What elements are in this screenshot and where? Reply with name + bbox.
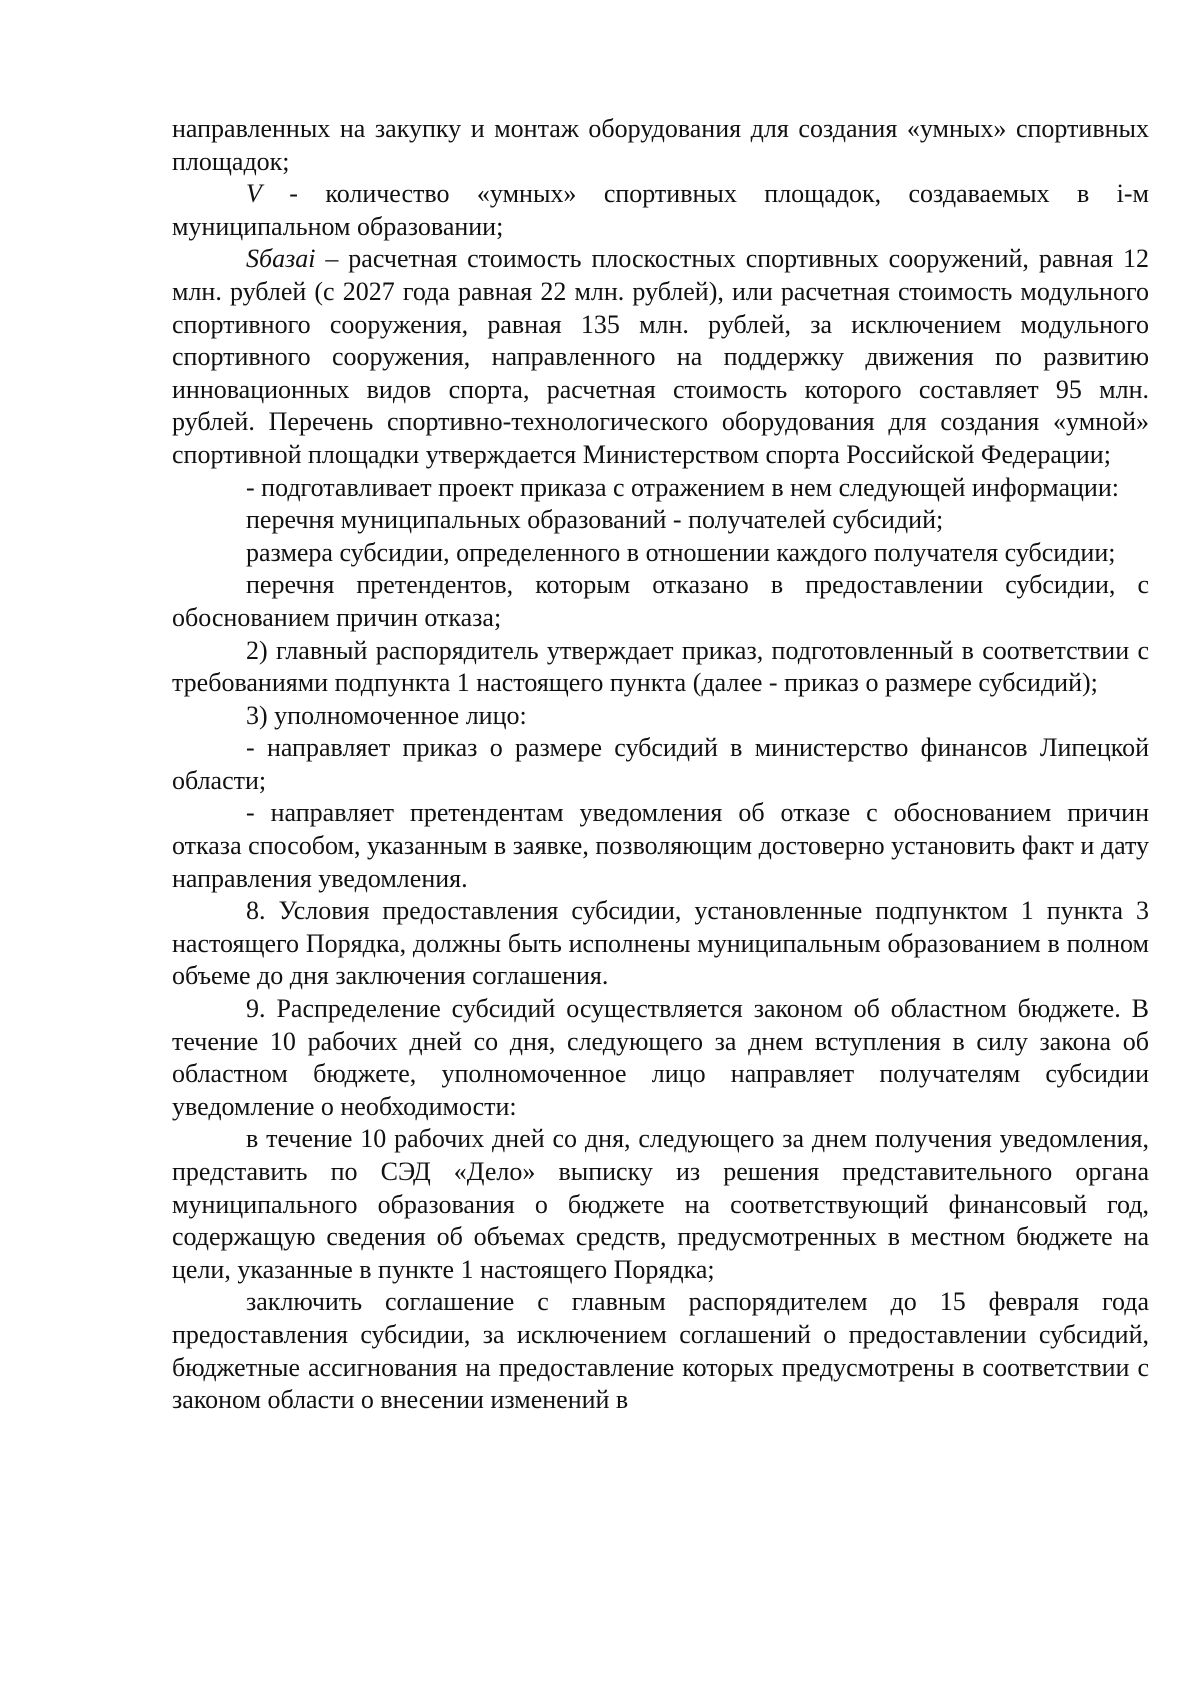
paragraph-p15 [172,1286,1149,1416]
paragraph-p13 [172,993,1149,1123]
paragraph-p6 [172,537,1149,570]
paragraph-p1 [172,113,1149,178]
paragraph-text: 9. Распределение субсидий осуществляется законом об областном бюджете. В течение 10 рабочих дней со дня, следующего за днем вступления в силу закона об областном бюджете, уполномоченное лицо направляет получателям субсидии уведомление о необходимости: [172,994,1149,1121]
paragraph-p5 [172,504,1149,537]
paragraph-text: - подготавливает проект приказа с отражением в нем следующей информации: [246,472,1119,502]
paragraph-text: направленных на закупку и монтаж оборудования для создания «умных» спортивных площадок; [172,114,1149,176]
paragraph-p8 [172,635,1149,700]
paragraph-text: размера субсидии, определенного в отношении каждого получателя субсидии; [246,537,1116,567]
paragraph-text: - направляет претендентам уведомления об отказе с обоснованием причин отказа способом, указанным в заявке, позволяющим достоверно установить факт и дату направления уведомления. [172,798,1149,893]
formula-symbol: V [246,179,262,209]
paragraph-text: – расчетная стоимость плоскостных спортивных сооружений, равная 12 млн. рублей (с 2027 года равная 22 млн. рублей), или расчетная стоимость модульного спортивного сооружения, равная 135 млн. рублей, за исключением модульного спортивного сооружения, направленного на поддержку движения по развитию инновационных видов спорта, расчетная стоимость которого составляет 95 млн. рублей. Перечень спортивно-технологического оборудования для создания «умной» спортивной площадки утверждается Министерством спорта Российской Федерации; [172,244,1149,469]
paragraph-p2 [172,178,1149,243]
paragraph-text: заключить соглашение с главным распорядителем до 15 февраля года предоставления субсидии, за исключением соглашений о предоставлении субсидий, бюджетные ассигнования на предоставление которых предусмотрены в соответствии с законом области о внесении изменений в [172,1287,1149,1415]
paragraph-p4 [172,472,1149,505]
paragraph-p7 [172,569,1149,634]
paragraph-text: в течение 10 рабочих дней со дня, следующего за днем получения уведомления, представить по СЭД «Дело» выписку из решения представительного органа муниципального образования о бюджете на соответствующий финансовый год, содержащую сведения об объемах средств, предусмотренных в местном бюджете на цели, указанные в пункте 1 настоящего Порядка; [172,1124,1149,1284]
paragraph-p11 [172,797,1149,895]
paragraph-text: - количество «умных» спортивных площадок, создаваемых в i-м муниципальном образовании; [172,179,1149,241]
formula-symbol: Sбазаi [246,244,316,274]
paragraph-text: перечня муниципальных образований - получателей субсидий; [246,505,944,535]
paragraph-p12 [172,895,1149,993]
paragraph-p3 [172,243,1149,471]
paragraph-p9 [172,700,1149,733]
paragraph-text: перечня претендентов, которым отказано в предоставлении субсидии, с обоснованием причин отказа; [172,570,1149,632]
paragraph-text: 2) главный распорядитель утверждает приказ, подготовленный в соответствии с требованиями подпункта 1 настоящего пункта (далее - приказ о размере субсидий); [172,635,1149,698]
paragraph-text: 8. Условия предоставления субсидии, установленные подпунктом 1 пункта 3 настоящего Порядка, должны быть исполнены муниципальным образованием в полном объеме до дня заключения соглашения. [172,896,1149,991]
document-body [172,113,1149,1417]
paragraph-text: - направляет приказ о размере субсидий в министерство финансов Липецкой области; [172,733,1149,795]
paragraph-text: 3) уполномоченное лицо: [246,700,527,730]
paragraph-p14 [172,1123,1149,1286]
paragraph-p10 [172,732,1149,797]
